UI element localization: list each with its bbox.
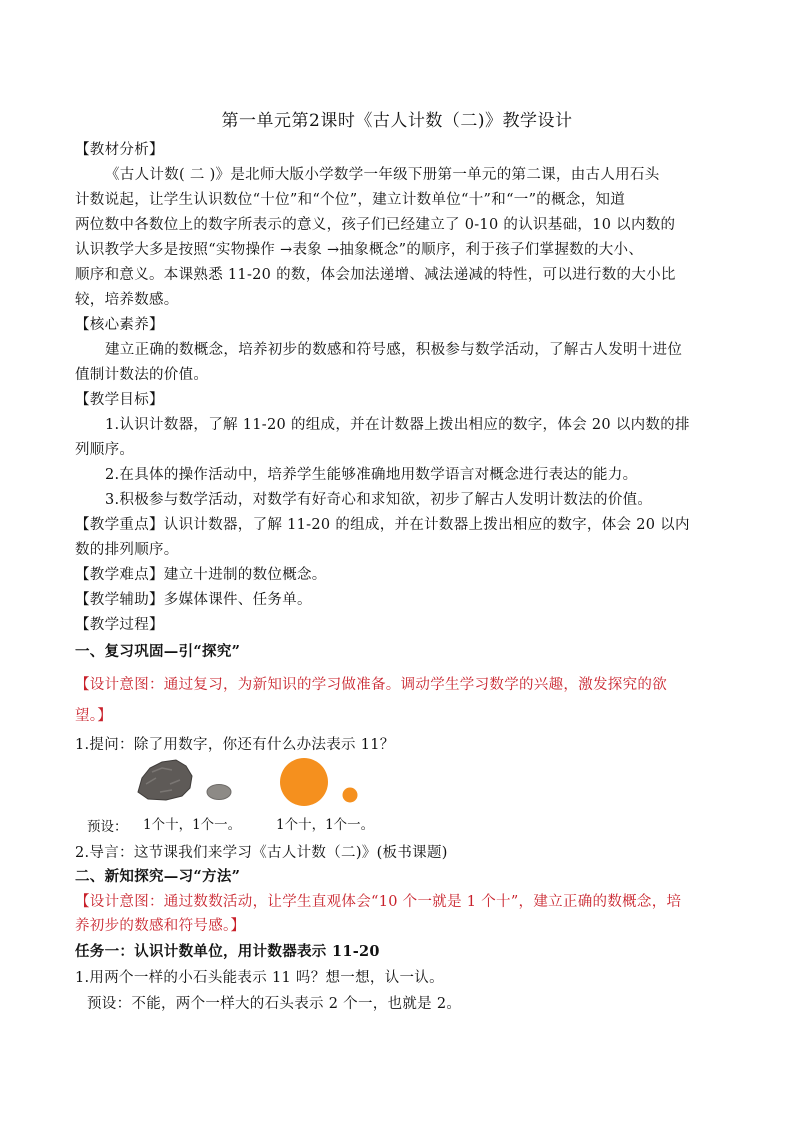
goals-line: 3.积极参与数学活动，对数学有好奇心和求知欲，初步了解古人发明计数法的价值。	[105, 492, 653, 508]
goals-line: 列顺序。	[75, 442, 135, 458]
materials-heading: 【教材分析】	[75, 142, 164, 158]
circles-illustration	[274, 756, 364, 808]
literacy-heading: 【核心素养】	[75, 317, 164, 333]
part1-intent: 望。】	[75, 708, 113, 724]
task1-question: 1.用两个一样的小石头能表示 11 吗？想一想，认一认。	[75, 970, 444, 986]
page-title: 第一单元第2课时《古人计数（二)》教学设计	[221, 111, 573, 131]
goals-heading: 【教学目标】	[75, 392, 164, 408]
key-points-line: 数的排列顺序。	[75, 542, 179, 558]
part2-heading: 二、新知探究—习“方法”	[75, 868, 241, 885]
stones-caption: 1个十，1个一。	[143, 817, 242, 833]
process-heading: 【教学过程】	[75, 617, 164, 633]
part1-heading: 一、复习巩固—引“探究”	[75, 643, 241, 660]
circles-caption: 1个十，1个一。	[276, 817, 375, 833]
part1-intent: 【设计意图：通过复习，为新知识的学习做准备。调动学生学习数学的兴趣，激发探究的欲	[75, 677, 667, 693]
part1-intro: 2.导言：这节课我们来学习《古人计数（二)》(板书课题)	[75, 845, 448, 861]
aids-line: 【教学辅助】多媒体课件、任务单。	[75, 592, 312, 608]
difficulty-line: 【教学难点】建立十进制的数位概念。	[75, 567, 327, 583]
small-stone-icon	[207, 785, 231, 800]
materials-line: 顺序和意义。本课熟悉 11-20 的数，体会加法递增、减法递减的特性，可以进行数的大小比	[75, 267, 676, 283]
large-stone-icon	[138, 760, 192, 800]
goals-line: 2.在具体的操作活动中，培养学生能够准确地用数学语言对概念进行表达的能力。	[105, 467, 638, 483]
key-points-line: 【教学重点】认识计数器，了解 11-20 的组成，并在计数器上拨出相应的数字，体会 20 以内	[75, 517, 690, 533]
literacy-line: 建立正确的数概念，培养初步的数感和符号感，积极参与数学活动，了解古人发明十进位	[105, 342, 683, 358]
materials-line: 《古人计数( 二 )》是北师大版小学数学一年级下册第一单元的第二课，由古人用石头	[105, 167, 660, 183]
materials-line: 计数说起，让学生认识数位“十位”和“个位”，建立计数单位“十”和“一”的概念，知道	[75, 192, 626, 208]
part2-intent: 【设计意图：通过数数活动，让学生直观体会“10 个一就是 1 个十”，建立正确的数概念，培	[75, 894, 682, 910]
task1-heading: 任务一：认识计数单位，用计数器表示 11-20	[75, 943, 380, 960]
part2-intent: 养初步的数感和符号感。】	[75, 918, 246, 934]
large-orange-circle-icon	[280, 758, 328, 806]
stones-illustration	[132, 756, 236, 806]
goals-line: 1.认识计数器，了解 11-20 的组成，并在计数器上拨出相应的数字，体会 20 以内数的排	[105, 417, 690, 433]
part1-question: 1.提问：除了用数字，你还有什么办法表示 11？	[75, 737, 395, 753]
small-orange-circle-icon	[343, 788, 358, 803]
materials-line: 两位数中各数位上的数字所表示的意义，孩子们已经建立了 0-10 的认识基础，10 以内数的	[75, 217, 676, 233]
materials-line: 认识教学大多是按照“实物操作 →表象 →抽象概念”的顺序，利于孩子们掌握数的大小、	[75, 242, 644, 258]
task1-preset: 预设：不能，两个一样大的石头表示 2 个一，也就是 2。	[87, 996, 462, 1012]
materials-line: 较，培养数感。	[75, 292, 179, 308]
preset-label: 预设：	[87, 819, 128, 835]
literacy-line: 值制计数法的价值。	[75, 367, 209, 383]
